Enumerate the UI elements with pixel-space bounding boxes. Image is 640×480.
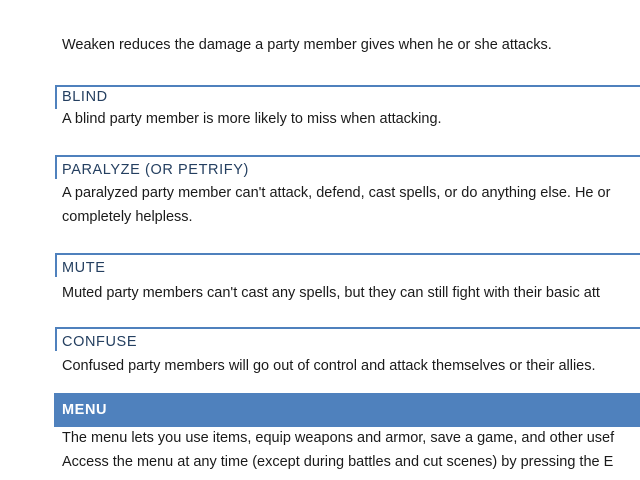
paralyze-description-line-2: completely helpless. (62, 209, 193, 225)
confuse-heading-rule (55, 327, 640, 351)
paralyze-description-line-1: A paralyzed party member can't attack, defend, cast spells, or do anything else. He or (62, 185, 611, 201)
confuse-heading: CONFUSE (62, 334, 138, 350)
mute-description: Muted party members can't cast any spells, but they can still fight with their basic att (62, 285, 600, 301)
menu-section-banner (54, 393, 640, 427)
blind-heading: BLIND (62, 89, 108, 105)
paralyze-heading: PARALYZE (OR PETRIFY) (62, 162, 249, 178)
blind-description: A blind party member is more likely to miss when attacking. (62, 111, 442, 127)
mute-heading-rule (55, 253, 640, 277)
menu-heading: MENU (62, 402, 108, 418)
mute-heading: MUTE (62, 260, 106, 276)
blind-heading-rule (55, 85, 640, 109)
menu-description-line-1: The menu lets you use items, equip weapons and armor, save a game, and other usef (62, 430, 615, 446)
confuse-description: Confused party members will go out of control and attack themselves or their allies. (62, 358, 596, 374)
menu-description-line-2: Access the menu at any time (except during battles and cut scenes) by pressing the E (62, 454, 614, 470)
weaken-description: Weaken reduces the damage a party member gives when he or she attacks. (62, 37, 552, 53)
